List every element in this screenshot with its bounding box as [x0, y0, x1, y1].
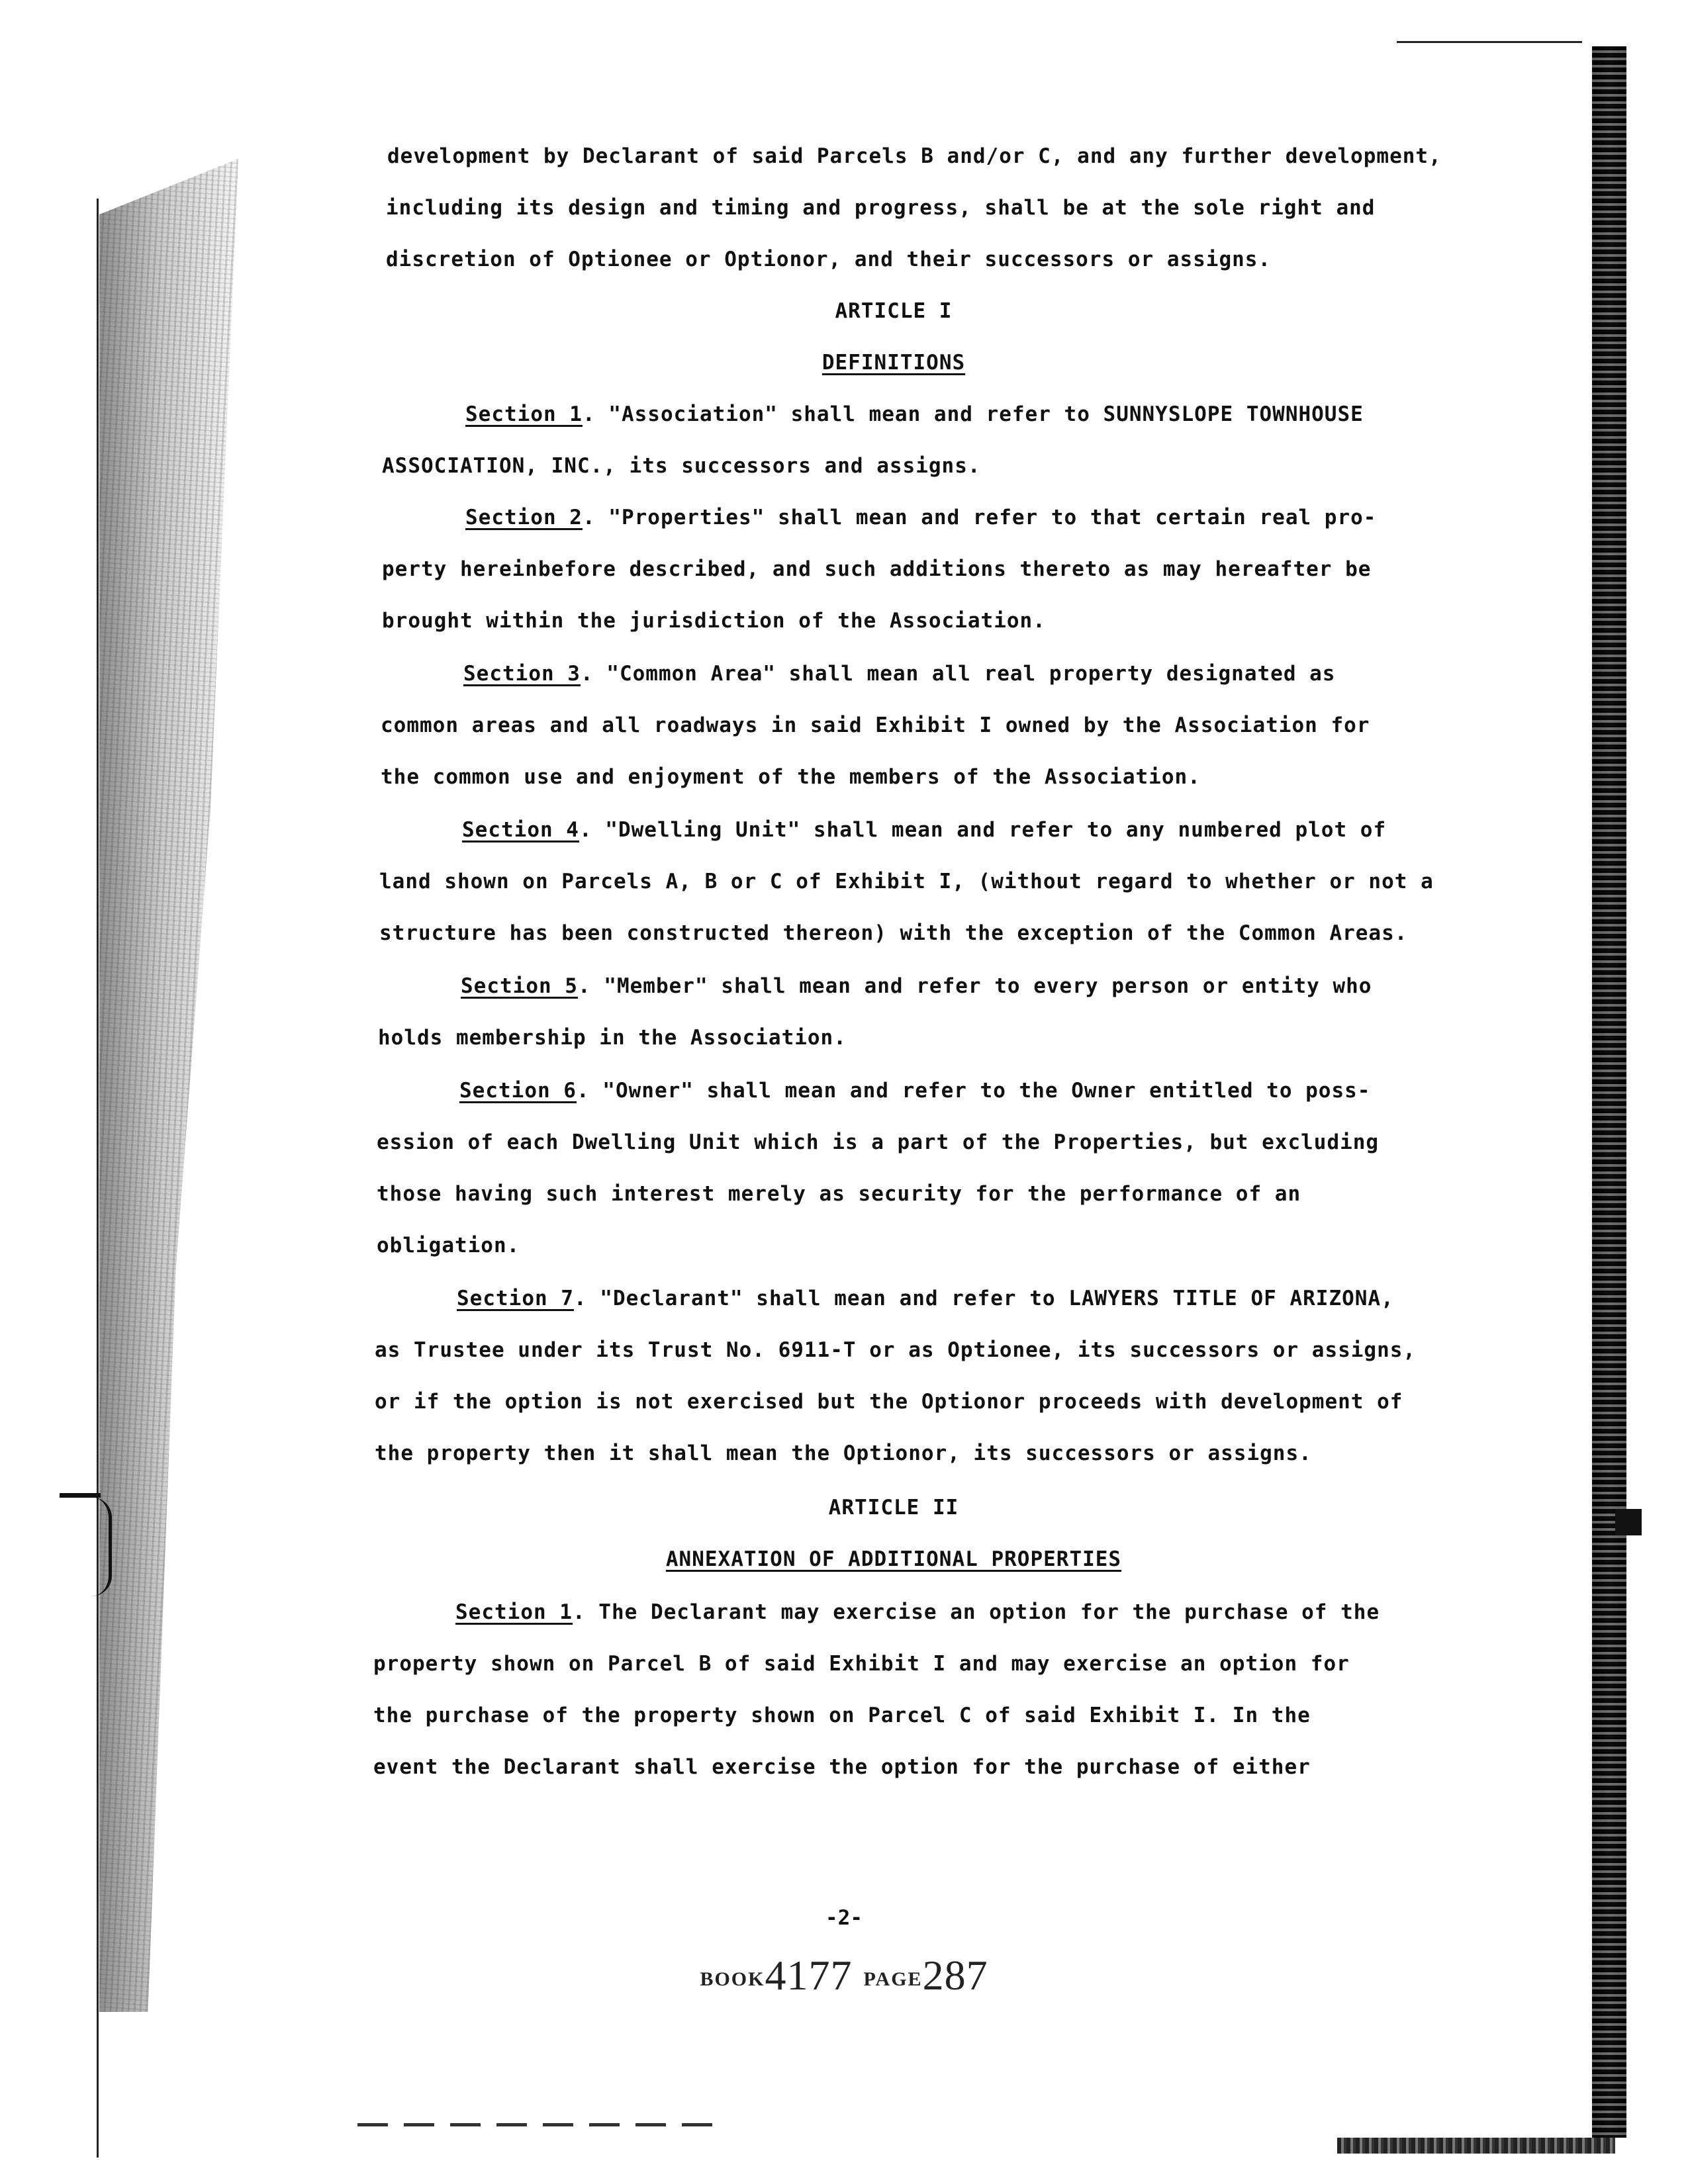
- section-label: Section 1: [455, 1600, 573, 1624]
- section-line: [463, 662, 1335, 686]
- section-text: . "Association" shall mean and refer to SUNNYSLOPE TOWNHOUSE: [582, 402, 1364, 426]
- section-text: . "Dwelling Unit" shall mean and refer to any numbered plot of: [579, 818, 1387, 842]
- section-text: . "Declarant" shall mean and refer to LAWYERS TITLE OF ARIZONA,: [573, 1287, 1394, 1310]
- book-page-stamp: [0, 1951, 1688, 2000]
- body-line: or if the option is not exercised but the Optionor proceeds with development of: [375, 1390, 1403, 1414]
- section-label: Section 4: [462, 818, 579, 842]
- body-line: including its design and timing and progress, shall be at the sole right and: [386, 196, 1376, 220]
- body-line: development by Declarant of said Parcels B and/or C, and any further development,: [387, 144, 1442, 168]
- body-line: the property then it shall mean the Optionor, its successors or assigns.: [375, 1441, 1312, 1465]
- body-line: ASSOCIATION, INC., its successors and assigns.: [382, 454, 981, 478]
- body-line: the common use and enjoyment of the members of the Association.: [381, 765, 1201, 789]
- body-line: property shown on Parcel B of said Exhibit I and may exercise an option for: [373, 1652, 1350, 1676]
- book-label: BOOK: [700, 1968, 765, 1990]
- page-number: -2-: [825, 1906, 863, 1930]
- section-label: Section 2: [465, 506, 583, 529]
- page-ref: 287: [922, 1952, 988, 1999]
- section-line: [455, 1600, 1380, 1624]
- section-text: . The Declarant may exercise an option for the purchase of the: [572, 1600, 1380, 1624]
- scan-bottom-smudge: [1337, 2138, 1615, 2154]
- book-number: 4177: [765, 1952, 853, 1999]
- body-line: land shown on Parcels A, B or C of Exhibit I, (without regard to whether or not a: [379, 870, 1434, 893]
- section-label: Section 6: [459, 1079, 577, 1103]
- body-line: discretion of Optionee or Optionor, and their successors or assigns.: [386, 248, 1272, 271]
- section-line: [457, 1287, 1394, 1310]
- section-text: . "Owner" shall mean and refer to the Owner entitled to poss-: [576, 1079, 1371, 1103]
- body-line: those having such interest merely as security for the performance of an: [377, 1182, 1301, 1206]
- article-heading: ARTICLE I: [835, 299, 953, 323]
- section-label: Section 7: [457, 1287, 574, 1310]
- section-line: [465, 402, 1364, 426]
- scan-shadow-left: [99, 159, 238, 2012]
- section-line: [465, 506, 1376, 529]
- body-line: structure has been constructed thereon) with the exception of the Common Areas.: [379, 921, 1408, 945]
- section-text: . "Properties" shall mean and refer to that certain real pro-: [582, 506, 1377, 529]
- body-line: perty hereinbefore described, and such additions thereto as may hereafter be: [382, 557, 1372, 581]
- section-label: Section 5: [461, 974, 578, 998]
- body-line: ession of each Dwelling Unit which is a part of the Properties, but excluding: [377, 1130, 1380, 1154]
- body-line: as Trustee under its Trust No. 6911-T or as Optionee, its successors or assigns,: [375, 1338, 1417, 1362]
- body-line: obligation.: [377, 1234, 520, 1257]
- body-line: event the Declarant shall exercise the option for the purchase of either: [373, 1755, 1311, 1779]
- section-title: DEFINITIONS: [821, 351, 966, 375]
- body-line: brought within the jurisdiction of the Association.: [382, 609, 1046, 633]
- scan-edge-left: [97, 199, 99, 2158]
- section-line: [462, 818, 1386, 842]
- section-line: [459, 1079, 1370, 1103]
- page-label: PAGE: [863, 1968, 923, 1990]
- body-line: holds membership in the Association.: [378, 1026, 847, 1050]
- section-label: Section 3: [463, 662, 581, 686]
- body-line: the purchase of the property shown on Parcel C of said Exhibit I. In the: [373, 1704, 1311, 1727]
- article-heading: ARTICLE II: [828, 1496, 959, 1520]
- section-label: Section 1: [465, 402, 583, 426]
- body-line: common areas and all roadways in said Exhibit I owned by the Association for: [381, 713, 1370, 737]
- scan-bottom-dash: [357, 2123, 728, 2126]
- section-text: . "Member" shall mean and refer to every person or entity who: [577, 974, 1372, 998]
- section-text: . "Common Area" shall mean all real property designated as: [580, 662, 1336, 686]
- scan-top-rule: [1397, 41, 1582, 43]
- section-line: [461, 974, 1372, 998]
- section-title: ANNEXATION OF ADDITIONAL PROPERTIES: [665, 1547, 1122, 1571]
